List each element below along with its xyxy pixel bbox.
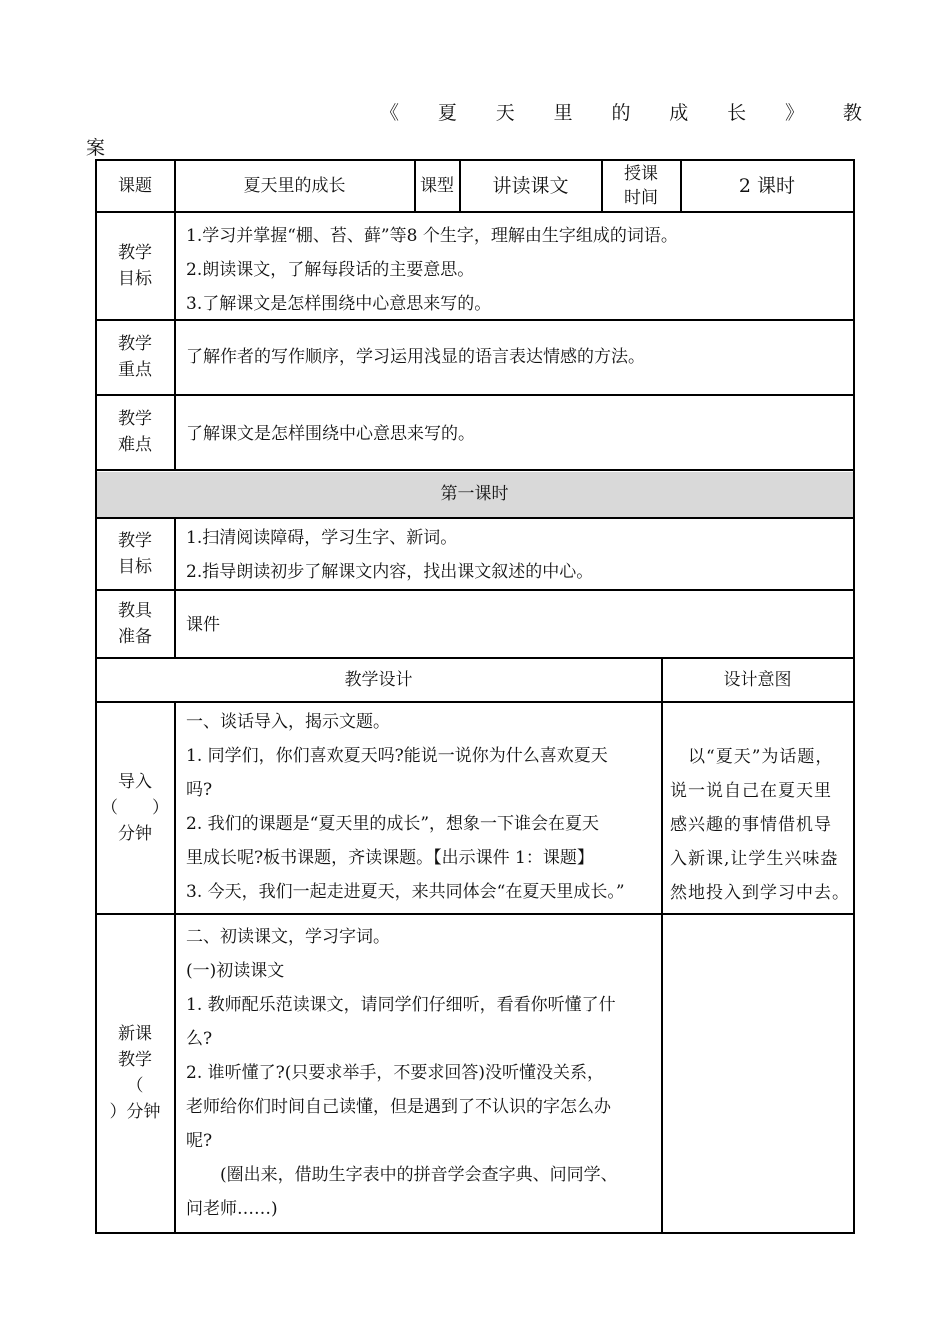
- label-topic: 课题: [118, 175, 152, 196]
- new-lesson-line: 1. 教师配乐范读课文，请同学们仔细听，看看你听懂了什: [186, 995, 616, 1015]
- key-points-text: 了解作者的写作顺序，学习运用浅显的语言表达情感的方法。: [186, 347, 645, 367]
- intro-content: [176, 705, 662, 909]
- lesson1-goal-item: 2.指导朗读初步了解课文内容，找出课文叙述的中心。: [186, 562, 594, 582]
- intro-line: 一、谈话导入，揭示文题。: [186, 712, 390, 732]
- new-lesson-line: 么?: [186, 1029, 213, 1049]
- new-lesson-line: 老师给你们时间自己读懂，但是遇到了不认识的字怎么办: [186, 1097, 611, 1117]
- intent-line: 然地投入到学习中去。: [670, 883, 850, 903]
- title-char: 天: [495, 102, 515, 124]
- intro-line: 2. 我们的课题是“夏天里的成长”，想象一下谁会在夏天: [186, 814, 600, 834]
- label-teaching-time: 授课 时间: [624, 163, 658, 208]
- new-lesson-line: 二、初读课文，学习字词。: [186, 927, 390, 947]
- new-lesson-line: 2. 谁听懂了?(只要求举手，不要求回答)没听懂没关系，: [186, 1063, 605, 1083]
- label-difficulties: 教学 难点: [118, 409, 152, 455]
- new-lesson-line: (圈出来，借助生字表中的拼音学会查字典、问同学、: [186, 1165, 618, 1185]
- title-char: 夏: [437, 102, 457, 124]
- lesson-type-value: 讲读课文: [492, 174, 569, 197]
- new-lesson-line: 问老师……): [186, 1199, 278, 1219]
- label-lesson1-goals: 教学 目标: [118, 530, 152, 577]
- goal-item: 1.学习并掌握“棚、苔、藓”等8 个生字，理解由生字组成的词语。: [186, 226, 678, 246]
- intro-line: 3. 今天，我们一起走进夏天，来共同体会“在夏天里成长。”: [186, 882, 625, 902]
- col-design-intent: 设计意图: [723, 669, 792, 690]
- new-lesson-line: 呢?: [186, 1131, 213, 1151]
- lesson1-goals: [176, 521, 852, 589]
- topic-value: 夏天里的成长: [243, 175, 346, 196]
- document-title: [380, 98, 862, 128]
- document-title-wrap: 案: [86, 137, 106, 159]
- teaching-goals: [176, 219, 852, 321]
- title-char: 成: [669, 102, 689, 124]
- title-char: 长: [727, 102, 747, 124]
- goal-item: 2.朗读课文，了解每段话的主要意思。: [186, 260, 475, 280]
- intro-line: 里成长呢?板书课题，齐读课题。【出示课件 1：课题】: [186, 848, 594, 868]
- hours-value: 2 课时: [738, 174, 796, 197]
- lesson1-goal-item: 1.扫清阅读障碍，学习生字、新词。: [186, 528, 458, 548]
- goal-item: 3.了解课文是怎样围绕中心意思来写的。: [186, 294, 492, 314]
- col-teaching-design: 教学设计: [344, 669, 413, 690]
- new-lesson-line: (一)初读课文: [186, 961, 285, 981]
- intent-line: 以“夏天”为话题，: [670, 747, 834, 767]
- intent-line: 入新课,让学生兴味盎: [670, 849, 839, 869]
- intro-line: 1. 同学们，你们喜欢夏天吗?能说一说你为什么喜欢夏天: [186, 746, 608, 766]
- label-teaching-goals: 教学 目标: [118, 242, 152, 289]
- label-key-points: 教学 重点: [118, 334, 152, 380]
- label-lesson-type: 课型: [420, 175, 454, 196]
- title-char: 教: [842, 102, 862, 124]
- label-teaching-tools: 教具 准备: [118, 600, 152, 647]
- difficulties-text: 了解课文是怎样围绕中心意思来写的。: [186, 424, 475, 444]
- title-char: 的: [611, 102, 631, 124]
- intro-intent: [670, 740, 853, 910]
- title-char: 《: [380, 102, 400, 124]
- new-lesson-content: [176, 920, 662, 1226]
- teaching-tools-text: 课件: [186, 615, 220, 635]
- title-char: 》: [785, 102, 805, 124]
- label-intro-minutes: 导入 （ ） 分钟: [101, 771, 169, 844]
- intent-line: 说一说自己在夏天里: [670, 781, 832, 801]
- title-char: 里: [553, 102, 573, 124]
- intent-line: 感兴趣的事情借机导: [670, 815, 832, 835]
- lesson1-header: 第一课时: [440, 483, 509, 504]
- label-new-lesson-minutes: 新课 教学 （ ）分钟: [109, 1024, 161, 1122]
- intro-line: 吗?: [186, 780, 213, 800]
